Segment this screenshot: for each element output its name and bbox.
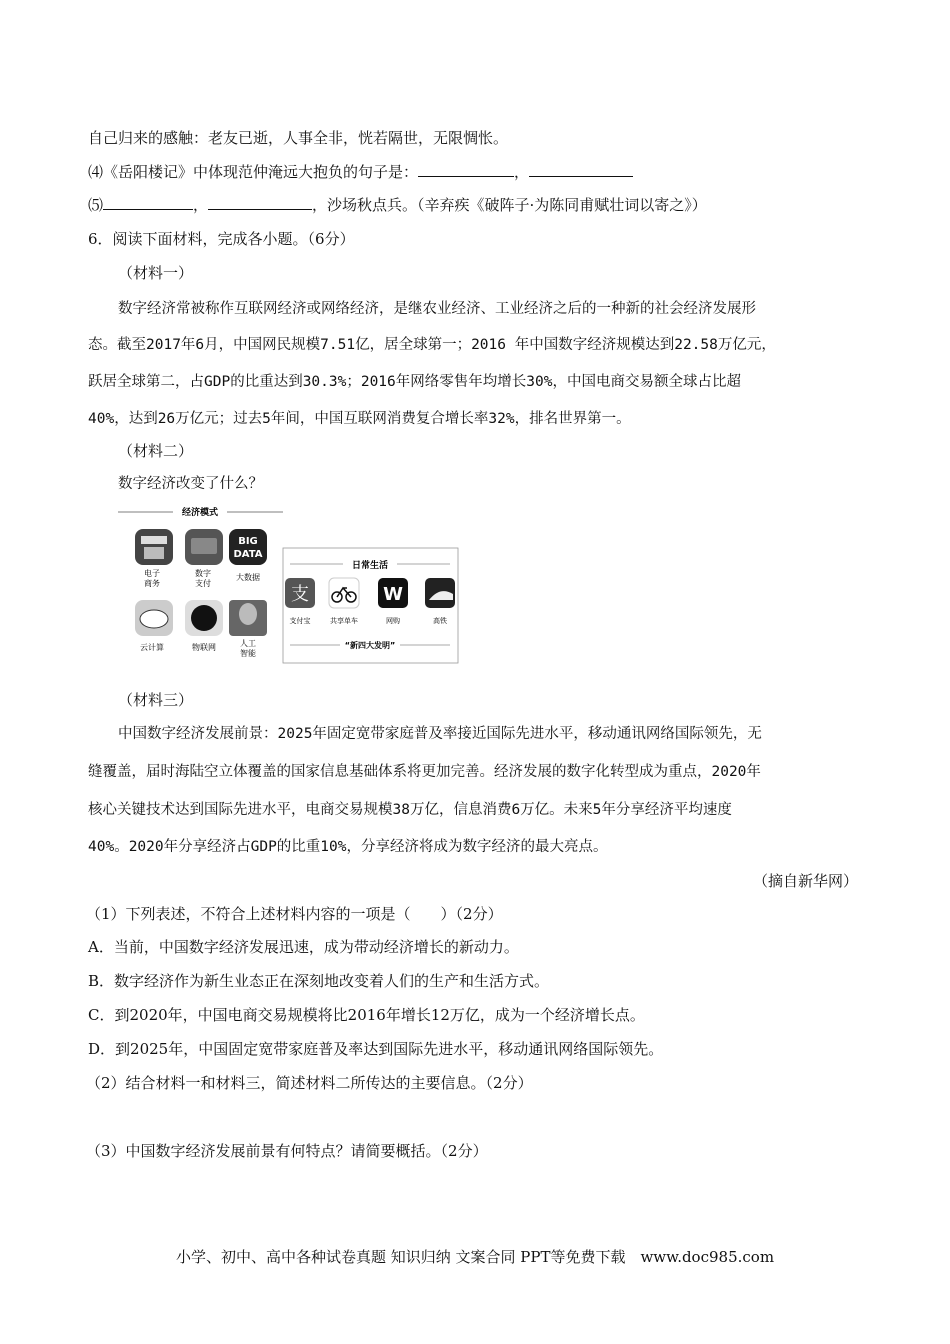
svg-text:DATA: DATA: [233, 549, 263, 560]
q4-prefix: ⑷《岳阳楼记》中体现范仲淹远大抱负的句子是：: [88, 163, 419, 181]
answer-blank[interactable]: [103, 195, 193, 210]
question-4: [88, 162, 633, 182]
comma: ，: [193, 196, 209, 214]
item-label: 网购: [386, 617, 400, 625]
item-label: 商务: [144, 579, 160, 588]
source-note: （摘自新华网）: [752, 872, 858, 890]
train-icon: [425, 578, 455, 608]
option-b[interactable]: B．数字经济作为新生业态正在深刻地改变着人们的生产和生活方式。: [88, 972, 550, 990]
alipay-icon: [285, 578, 315, 608]
item-label: 数字: [195, 569, 211, 578]
ai-icon: [229, 600, 267, 636]
option-c[interactable]: C．到2020年，中国电商交易规模将比2016年增长12万亿，成为一个经济增长点。: [88, 1006, 645, 1024]
material-3-line: 40%。2020年分享经济占GDP的比重10%，分享经济将成为数字经济的最大亮点。: [88, 839, 608, 855]
item-label: 高铁: [433, 617, 447, 625]
svg-text:W: W: [383, 584, 403, 605]
footer-text: 小学、初中、高中各种试卷真题 知识归纳 文案合同 PPT等免费下载 www.doc985.com: [175, 1248, 775, 1266]
bottom-title: “新四大发明”: [344, 641, 396, 650]
sub-question-3: （3）中国数字经济发展前景有何特点？请简要概括。（2分）: [86, 1142, 488, 1160]
q5-prefix: ⑸: [88, 196, 104, 214]
item-label: 支付宝: [289, 617, 311, 625]
bike-icon: [329, 578, 359, 608]
item-label: 电子: [144, 569, 160, 578]
left-title: 经济模式: [181, 508, 219, 518]
svg-text:支: 支: [291, 584, 309, 605]
material-3-line: 核心关键技术达到国际先进水平，电商交易规模38万亿，信息消费6万亿。未来5年分享经济平均速度: [88, 802, 732, 818]
material-1-line: 态。截至2017年6月，中国网民规模7.51亿，居全球第一；2016 年中国数字经济规模达到22.58万亿元，: [88, 337, 776, 353]
material-2-question: 数字经济改变了什么？: [118, 476, 263, 492]
comma: ，: [514, 163, 530, 181]
material-1-line: 跃居全球第二，占GDP的比重达到30.3%；2016年网络零售年均增长30%，中国电商交易额全球占比超: [88, 374, 741, 390]
payment-icon: [185, 529, 223, 565]
material-1-label: （材料一）: [118, 264, 194, 282]
q5-suffix: ，沙场秋点兵。（辛弃疾《破阵子·为陈同甫赋壮词以寄之》）: [312, 196, 707, 214]
item-label: 共享单车: [330, 617, 358, 625]
cloud-icon: [135, 600, 173, 636]
big-data-icon: [229, 529, 267, 565]
material-2-label: （材料二）: [118, 442, 194, 460]
question-6-title: 6．阅读下面材料，完成各小题。（6分）: [88, 230, 355, 248]
right-title: 日常生活: [351, 561, 389, 571]
sub-question-1: （1）下列表述，不符合上述材料内容的一项是（ ）（2分）: [86, 905, 503, 923]
material-3-label: （材料三）: [118, 691, 194, 709]
item-label: 物联网: [192, 643, 216, 652]
question-5: [88, 195, 707, 215]
answer-blank[interactable]: [418, 162, 514, 177]
item-label: 云计算: [140, 643, 164, 652]
item-label: 智能: [240, 649, 256, 658]
option-d[interactable]: D．到2025年，中国固定宽带家庭普及率达到国际先进水平，移动通讯网络国际领先。: [88, 1040, 664, 1058]
item-label: 支付: [195, 579, 211, 588]
text-line: 自己归来的感触：老友已逝，人事全非，恍若隔世，无限惆怅。: [88, 129, 509, 147]
sub-question-2: （2）结合材料一和材料三，简述材料二所传达的主要信息。（2分）: [86, 1074, 533, 1092]
material-1-line: 40%，达到26万亿元；过去5年间，中国互联网消费复合增长率32%，排名世界第一。: [88, 411, 631, 427]
option-a[interactable]: A．当前，中国数字经济发展迅速，成为带动经济增长的新动力。: [88, 938, 519, 956]
answer-blank[interactable]: [208, 195, 312, 210]
item-label: 大数据: [236, 573, 260, 582]
material-3-line: 中国数字经济发展前景：2025年固定宽带家庭普及率接近国际先进水平，移动通讯网络国际领先，无: [118, 726, 762, 742]
item-label: 人工: [240, 639, 256, 648]
svg-text:BIG: BIG: [238, 536, 258, 547]
shop-icon: [135, 529, 173, 565]
shopping-icon: [378, 578, 408, 608]
digital-economy-diagram: [115, 502, 460, 667]
material-3-line: 缝覆盖，届时海陆空立体覆盖的国家信息基础体系将更加完善。经济发展的数字化转型成为重点，2020年: [88, 764, 761, 780]
material-1-line: 数字经济常被称作互联网经济或网络经济，是继农业经济、工业经济之后的一种新的社会经济发展形: [118, 301, 756, 317]
answer-blank[interactable]: [529, 162, 633, 177]
iot-icon: [185, 600, 223, 636]
